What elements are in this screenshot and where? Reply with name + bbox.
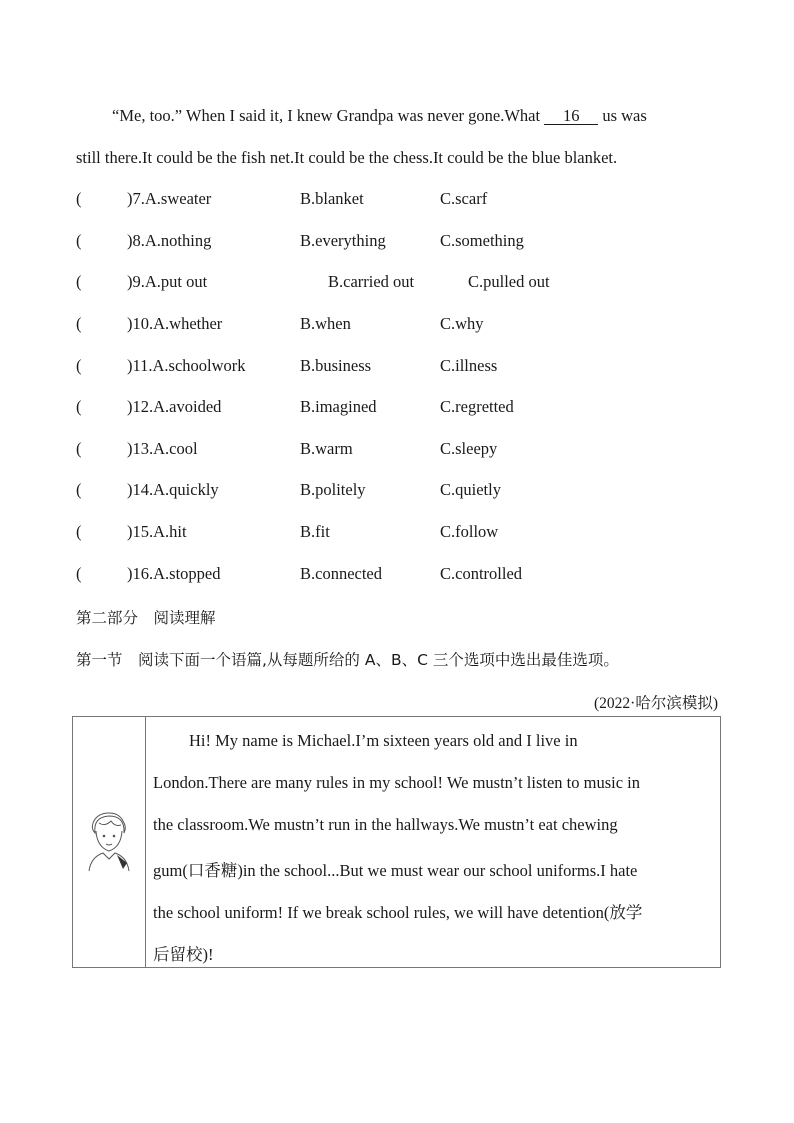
box-text-line: the school uniform! If we break school rules, we will have detention(放学	[153, 903, 643, 922]
answer-paren: (	[76, 522, 82, 541]
option-a: )9.A.put out	[127, 272, 208, 291]
box-text-line: gum(口香糖)in the school...But we must wear our school uniforms.I hate	[153, 861, 638, 880]
option-c: C.controlled	[440, 564, 523, 583]
option-b: B.imagined	[300, 397, 377, 416]
reading-passage-box	[72, 716, 721, 968]
answer-paren: (	[76, 189, 82, 208]
answer-blank-16: 16	[544, 108, 598, 125]
option-a: )12.A.avoided	[127, 397, 222, 416]
box-text-line: London.There are many rules in my school! We mustn’t listen to music in	[153, 773, 641, 792]
passage-line-2: still there.It could be the fish net.It could be the chess.It could be the blue blanket.	[76, 148, 618, 167]
option-a: )11.A.schoolwork	[127, 356, 246, 375]
student-avatar-icon	[83, 809, 135, 873]
answer-paren: (	[76, 480, 82, 499]
passage-text-before-blank: “Me, too.” When I said it, I knew Grandpa was never gone.What	[112, 106, 545, 125]
answer-paren: (	[76, 356, 82, 375]
option-b: B.politely	[300, 480, 366, 499]
option-c: C.why	[440, 314, 484, 333]
option-c: C.scarf	[440, 189, 488, 208]
box-divider	[145, 717, 146, 967]
section-instruction: 第一节 阅读下面一个语篇,从每题所给的 A、B、C 三个选项中选出最佳选项。	[76, 651, 619, 669]
option-a: )14.A.quickly	[127, 480, 219, 499]
answer-paren: (	[76, 314, 82, 333]
option-b: B.carried out	[328, 272, 415, 291]
option-a: )7.A.sweater	[127, 189, 212, 208]
option-a: )16.A.stopped	[127, 564, 221, 583]
answer-paren: (	[76, 439, 82, 458]
option-b: B.when	[300, 314, 351, 333]
option-c: C.follow	[440, 522, 499, 541]
option-a: )13.A.cool	[127, 439, 198, 458]
box-text-line: Hi! My name is Michael.I’m sixteen years old and I live in	[189, 731, 578, 750]
option-a: )10.A.whether	[127, 314, 223, 333]
passage-text-after-blank: us was	[598, 106, 647, 125]
option-a: )8.A.nothing	[127, 231, 212, 250]
option-c: C.illness	[440, 356, 498, 375]
part-heading: 第二部分 阅读理解	[76, 609, 216, 627]
answer-paren: (	[76, 397, 82, 416]
option-b: B.fit	[300, 522, 330, 541]
box-text-line: 后留校)!	[153, 945, 214, 964]
option-b: B.blanket	[300, 189, 364, 208]
option-b: B.warm	[300, 439, 353, 458]
source-note: (2022·哈尔滨模拟)	[594, 695, 718, 712]
option-c: C.sleepy	[440, 439, 498, 458]
option-c: C.regretted	[440, 397, 514, 416]
option-a: )15.A.hit	[127, 522, 187, 541]
answer-paren: (	[76, 272, 82, 291]
option-b: B.business	[300, 356, 372, 375]
passage-line-1	[76, 106, 716, 126]
answer-paren: (	[76, 231, 82, 250]
box-text-line: the classroom.We mustn’t run in the hallways.We mustn’t eat chewing	[153, 815, 618, 834]
option-c: C.pulled out	[468, 272, 550, 291]
option-c: C.quietly	[440, 480, 501, 499]
option-c: C.something	[440, 231, 524, 250]
answer-paren: (	[76, 564, 82, 583]
option-b: B.everything	[300, 231, 386, 250]
option-b: B.connected	[300, 564, 383, 583]
